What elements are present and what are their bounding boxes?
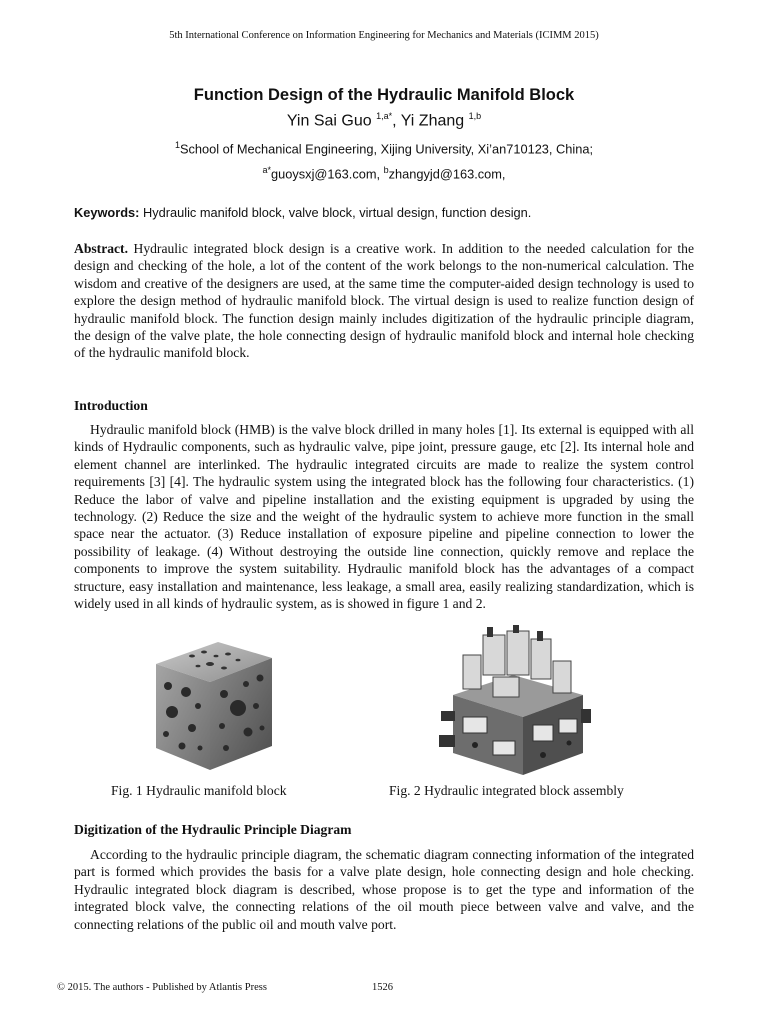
abstract-text: Hydraulic integrated block design is a creative work. In addition to the needed calculation for the design and checking of the hole, a lot of the content of the work belongs to the non-numerical calculation. The wisdom and creative of the designers are used, at the same time the computer-aided design technology is used to explore the design method of hydraulic manifold block. The virtual design is used to realize function design of hydraulic manifold block. The function design mainly includes digitization of the hydraulic principle diagram, the design of the valve plate, the hole connecting design of hydraulic manifold block and internal hole checking of the hydraulic manifold block. <box>74 241 694 361</box>
affiliation-superscript: 1 <box>174 140 180 150</box>
abstract <box>74 240 694 362</box>
paper-title: Function Design of the Hydraulic Manifold Block <box>193 86 575 104</box>
section-heading-digitization: Digitization of the Hydraulic Principle Diagram <box>74 822 352 837</box>
conference-header: 5th International Conference on Information Engineering for Mechanics and Materials (ICIMM 2015) <box>169 30 599 41</box>
author-superscript: 1,a* <box>376 111 393 121</box>
author-name: Yin Sai Guo <box>286 112 372 130</box>
author-separator: , <box>392 112 401 130</box>
figure-2-image <box>433 625 593 783</box>
author-name: Yi Zhang <box>400 112 465 130</box>
keywords-text: Hydraulic manifold block, valve block, virtual design, function design. <box>139 205 532 220</box>
email-address[interactable]: guoysxj@163.com, <box>271 166 384 182</box>
email-address[interactable]: zhangyjd@163.com, <box>388 166 506 182</box>
keywords <box>74 205 714 220</box>
abstract-label: Abstract. <box>74 241 128 256</box>
digitization-paragraph: According to the hydraulic principle diagram, the schematic diagram connecting information of the integrated part is formed which provides the basis for a valve plate design, hole connecting design and hole checking. Hydraulic integrated block diagram is described, whose propose is to get the type and information of the integrated block valve, the connecting relations of the oil mouth piece between valve and valve, and the connecting relations of the public oil and mouth valve port. <box>74 847 694 932</box>
affiliation-text: School of Mechanical Engineering, Xijing University, Xi’an710123, China; <box>179 141 594 157</box>
author-line <box>0 111 768 130</box>
figure-1-caption: Fig. 1 Hydraulic manifold block <box>111 783 287 798</box>
page-number: 1526 <box>372 982 393 993</box>
author-superscript: 1,b <box>468 111 482 121</box>
email-superscript: a* <box>262 165 272 175</box>
affiliation <box>0 140 768 156</box>
figure-1-image <box>152 636 276 774</box>
introduction-paragraph: Hydraulic manifold block (HMB) is the valve block drilled in many holes [1]. Its external is equipped with all kinds of Hydraulic components, such as hydraulic valve, pipe joint, pressure gauge, etc [2]. Its internal hole and element channel are interlinked. The hydraulic integrated circuits are made to realize the system control requirements [3] [4]. The hydraulic system using the integrated block has the following four characteristics. (1) Reduce the labor of valve and pipeline installation and the existing equipment is upgraded by using the technology. (2) Reduce the size and the weight of the hydraulic system to achieve more function in the small space near the actuator. (3) Reduce installation of exposure pipeline and pipeline connection to lower the possibility of leakage. (4) Without destroying the outside line connection, quickly remove and replace the components to improve the system suitability. Hydraulic manifold block has the advantages of a compact structure, easy installation and maintenance, less leakage, a small area, easily realizing standardization, which is widely used in all kinds of hydraulic system, as is showed in figure 1 and 2. <box>74 422 694 612</box>
figure-2-caption: Fig. 2 Hydraulic integrated block assembly <box>389 783 624 798</box>
keywords-label: Keywords: <box>74 205 140 220</box>
email-superscript: b <box>383 165 389 175</box>
email-line <box>0 165 768 181</box>
footer-copyright: © 2015. The authors - Published by Atlantis Press <box>57 982 267 993</box>
section-heading-introduction: Introduction <box>74 398 148 413</box>
